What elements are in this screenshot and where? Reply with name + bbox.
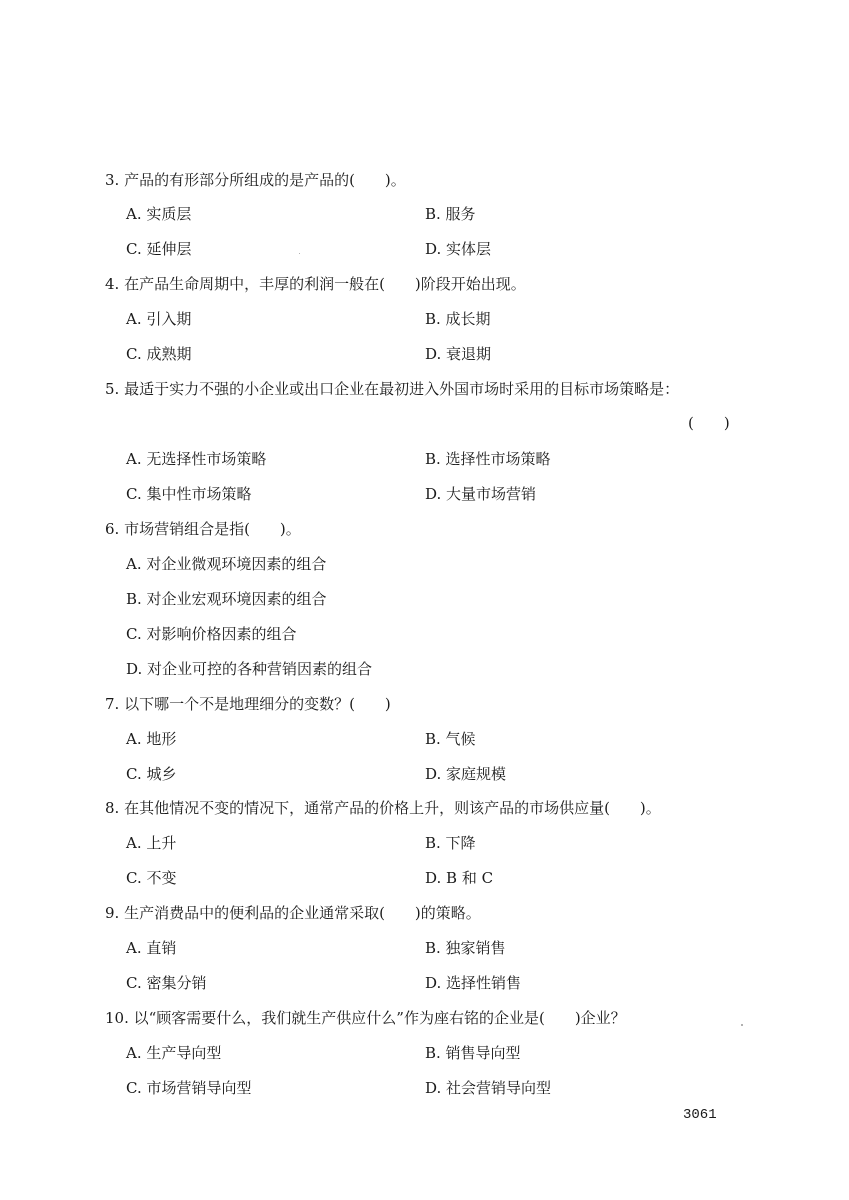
page-number: 3061: [683, 1107, 717, 1123]
question-6-option-b: B. 对企业宏观环境因素的组合: [126, 590, 327, 608]
question-5-option-a: A. 无选择性市场策略: [126, 450, 267, 468]
question-7-option-d: D. 家庭规模: [425, 765, 507, 783]
question-3-option-b: B. 服务: [425, 205, 476, 223]
question-7-stem: 7. 以下哪一个不是地理细分的变数？( ): [105, 695, 391, 713]
question-3-option-c: C. 延伸层: [126, 240, 192, 258]
question-6-stem: 6. 市场营销组合是指( )。: [105, 520, 301, 538]
question-6-option-d: D. 对企业可控的各种营销因素的组合: [126, 660, 373, 678]
scan-speck: [741, 1024, 743, 1026]
question-8-stem: 8. 在其他情况不变的情况下，通常产品的价格上升，则该产品的市场供应量( )。: [105, 799, 661, 817]
question-7-option-c: C. 城乡: [126, 765, 177, 783]
question-5-option-b: B. 选择性市场策略: [425, 450, 551, 468]
question-10-stem: 10. 以“顾客需要什么，我们就生产供应什么”作为座右铭的企业是( )企业？: [105, 1009, 626, 1027]
question-9-option-d: D. 选择性销售: [425, 974, 522, 992]
question-10-option-c: C. 市场营销导向型: [126, 1079, 252, 1097]
question-9-option-c: C. 密集分销: [126, 974, 207, 992]
question-8-option-b: B. 下降: [425, 834, 476, 852]
question-6-option-a: A. 对企业微观环境因素的组合: [126, 555, 327, 573]
question-9-option-b: B. 独家销售: [425, 939, 506, 957]
question-7-option-b: B. 气候: [425, 730, 476, 748]
question-10-option-b: B. 销售导向型: [425, 1044, 521, 1062]
question-8-option-d: D. B 和 C: [425, 869, 494, 887]
question-6-option-c: C. 对影响价格因素的组合: [126, 625, 297, 643]
question-8-option-a: A. 上升: [126, 834, 177, 852]
question-4-option-a: A. 引入期: [126, 310, 192, 328]
question-7-option-a: A. 地形: [126, 730, 177, 748]
question-3-option-a: A. 实质层: [126, 205, 192, 223]
question-9-stem: 9. 生产消费品中的便利品的企业通常采取( )的策略。: [105, 904, 481, 922]
question-8-option-c: C. 不变: [126, 869, 177, 887]
question-5-answer-parens: ( ): [688, 414, 730, 432]
question-4-option-b: B. 成长期: [425, 310, 491, 328]
question-5-option-c: C. 集中性市场策略: [126, 485, 252, 503]
question-9-option-a: A. 直销: [126, 939, 177, 957]
question-3-stem: 3. 产品的有形部分所组成的是产品的( )。: [105, 171, 406, 189]
scan-speck: [299, 253, 300, 254]
question-10-option-a: A. 生产导向型: [126, 1044, 222, 1062]
question-5-option-d: D. 大量市场营销: [425, 485, 537, 503]
question-3-option-d: D. 实体层: [425, 240, 492, 258]
question-5-stem: 5. 最适于实力不强的小企业或出口企业在最初进入外国市场时采用的目标市场策略是：: [105, 380, 680, 398]
question-10-option-d: D. 社会营销导向型: [425, 1079, 552, 1097]
question-4-option-c: C. 成熟期: [126, 345, 192, 363]
question-4-option-d: D. 衰退期: [425, 345, 492, 363]
question-4-stem: 4. 在产品生命周期中，丰厚的利润一般在( )阶段开始出现。: [105, 275, 526, 293]
